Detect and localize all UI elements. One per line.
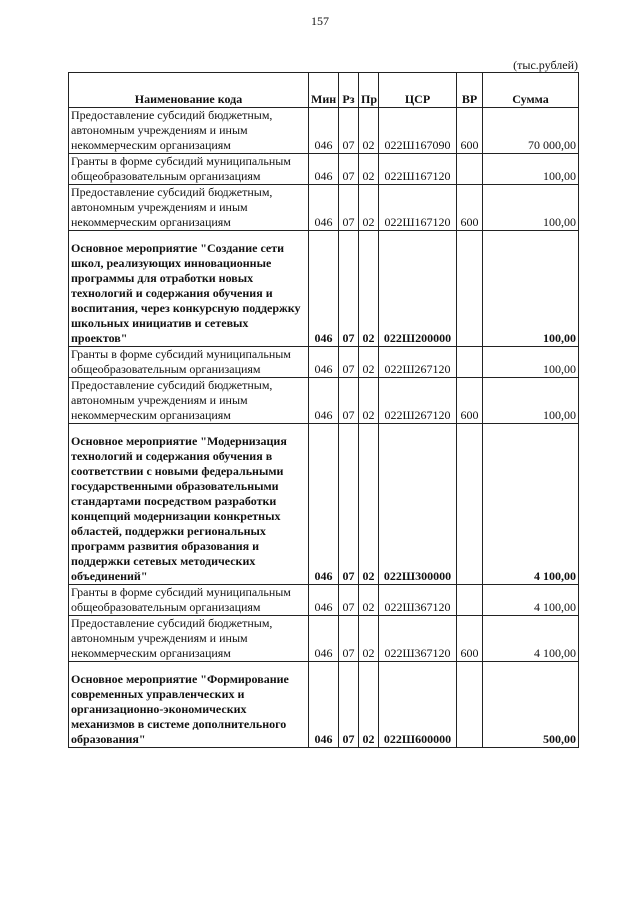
cell-sum: 100,00 (483, 347, 579, 378)
table-row (69, 378, 579, 424)
header-pr: Пр (359, 73, 379, 108)
cell-sum: 4 100,00 (483, 585, 579, 616)
cell-csr: 022Ш167120 (379, 154, 457, 185)
cell-pr: 02 (359, 424, 379, 585)
cell-csr: 022Ш200000 (379, 231, 457, 347)
cell-vr: 600 (457, 378, 483, 424)
cell-pr: 02 (359, 662, 379, 748)
cell-rz: 07 (339, 378, 359, 424)
cell-name: Предоставление субсидий бюджетным, автономным учреждениям и иным некоммерческим организациям (69, 616, 309, 662)
budget-table (68, 72, 579, 748)
cell-pr: 02 (359, 378, 379, 424)
cell-name: Предоставление субсидий бюджетным, автономным учреждениям и иным некоммерческим организациям (69, 108, 309, 154)
cell-vr: 600 (457, 616, 483, 662)
header-sum: Сумма (483, 73, 579, 108)
cell-rz: 07 (339, 662, 359, 748)
table-row (69, 108, 579, 154)
table-header-row (69, 73, 579, 108)
cell-csr: 022Ш267120 (379, 347, 457, 378)
cell-min: 046 (309, 662, 339, 748)
cell-sum: 500,00 (483, 662, 579, 748)
cell-vr (457, 585, 483, 616)
cell-rz: 07 (339, 154, 359, 185)
cell-rz: 07 (339, 585, 359, 616)
cell-sum: 100,00 (483, 154, 579, 185)
table-row (69, 585, 579, 616)
cell-csr: 022Ш167120 (379, 185, 457, 231)
cell-sum: 70 000,00 (483, 108, 579, 154)
header-rz: Рз (339, 73, 359, 108)
cell-pr: 02 (359, 185, 379, 231)
cell-vr (457, 231, 483, 347)
cell-min: 046 (309, 347, 339, 378)
header-name: Наименование кода (69, 73, 309, 108)
cell-vr (457, 347, 483, 378)
cell-min: 046 (309, 378, 339, 424)
cell-rz: 07 (339, 108, 359, 154)
cell-rz: 07 (339, 616, 359, 662)
cell-name: Гранты в форме субсидий муниципальным общеобразовательным организациям (69, 347, 309, 378)
cell-csr: 022Ш300000 (379, 424, 457, 585)
table-row (69, 347, 579, 378)
cell-rz: 07 (339, 185, 359, 231)
page-number: 157 (311, 14, 329, 28)
cell-pr: 02 (359, 231, 379, 347)
cell-pr: 02 (359, 154, 379, 185)
cell-vr (457, 662, 483, 748)
cell-min: 046 (309, 231, 339, 347)
cell-rz: 07 (339, 424, 359, 585)
cell-vr: 600 (457, 108, 483, 154)
cell-sum: 4 100,00 (483, 424, 579, 585)
table-body (69, 108, 579, 748)
cell-vr: 600 (457, 185, 483, 231)
cell-sum: 100,00 (483, 378, 579, 424)
cell-min: 046 (309, 616, 339, 662)
cell-sum: 4 100,00 (483, 616, 579, 662)
table-row (69, 424, 579, 585)
header-csr: ЦСР (379, 73, 457, 108)
cell-csr: 022Ш167090 (379, 108, 457, 154)
cell-csr: 022Ш367120 (379, 585, 457, 616)
cell-vr (457, 154, 483, 185)
cell-pr: 02 (359, 616, 379, 662)
table-row (69, 185, 579, 231)
units-label: (тыс.рублей) (513, 58, 578, 72)
cell-csr: 022Ш267120 (379, 378, 457, 424)
cell-name: Основное мероприятие "Создание сети школ, реализующих инновационные программы для отработки новых технологий и содержания обучения и воспитания, через конкурсную поддержку школьных инициатив и сетевых проектов" (69, 231, 309, 347)
cell-name: Основное мероприятие "Модернизация технологий и содержания обучения в соответствии с новыми федеральными государственными образовательными стандартами посредством разработки концепций модернизации конкретных областей, поддержки региональных программ развития образования и поддержки сетевых методических объединений" (69, 424, 309, 585)
cell-csr: 022Ш600000 (379, 662, 457, 748)
table-row (69, 616, 579, 662)
cell-min: 046 (309, 108, 339, 154)
cell-csr: 022Ш367120 (379, 616, 457, 662)
cell-min: 046 (309, 154, 339, 185)
table-row (69, 662, 579, 748)
cell-rz: 07 (339, 231, 359, 347)
cell-pr: 02 (359, 347, 379, 378)
header-min: Мин (309, 73, 339, 108)
cell-name: Гранты в форме субсидий муниципальным общеобразовательным организациям (69, 585, 309, 616)
cell-min: 046 (309, 585, 339, 616)
header-vr: ВР (457, 73, 483, 108)
cell-rz: 07 (339, 347, 359, 378)
cell-name: Гранты в форме субсидий муниципальным общеобразовательным организациям (69, 154, 309, 185)
cell-min: 046 (309, 185, 339, 231)
cell-name: Предоставление субсидий бюджетным, автономным учреждениям и иным некоммерческим организациям (69, 185, 309, 231)
table-row (69, 231, 579, 347)
cell-pr: 02 (359, 585, 379, 616)
cell-min: 046 (309, 424, 339, 585)
cell-pr: 02 (359, 108, 379, 154)
table-row (69, 154, 579, 185)
cell-vr (457, 424, 483, 585)
cell-name: Основное мероприятие "Формирование современных управленческих и организационно-экономических механизмов в системе дополнительного образования" (69, 662, 309, 748)
cell-name: Предоставление субсидий бюджетным, автономным учреждениям и иным некоммерческим организациям (69, 378, 309, 424)
cell-sum: 100,00 (483, 185, 579, 231)
cell-sum: 100,00 (483, 231, 579, 347)
